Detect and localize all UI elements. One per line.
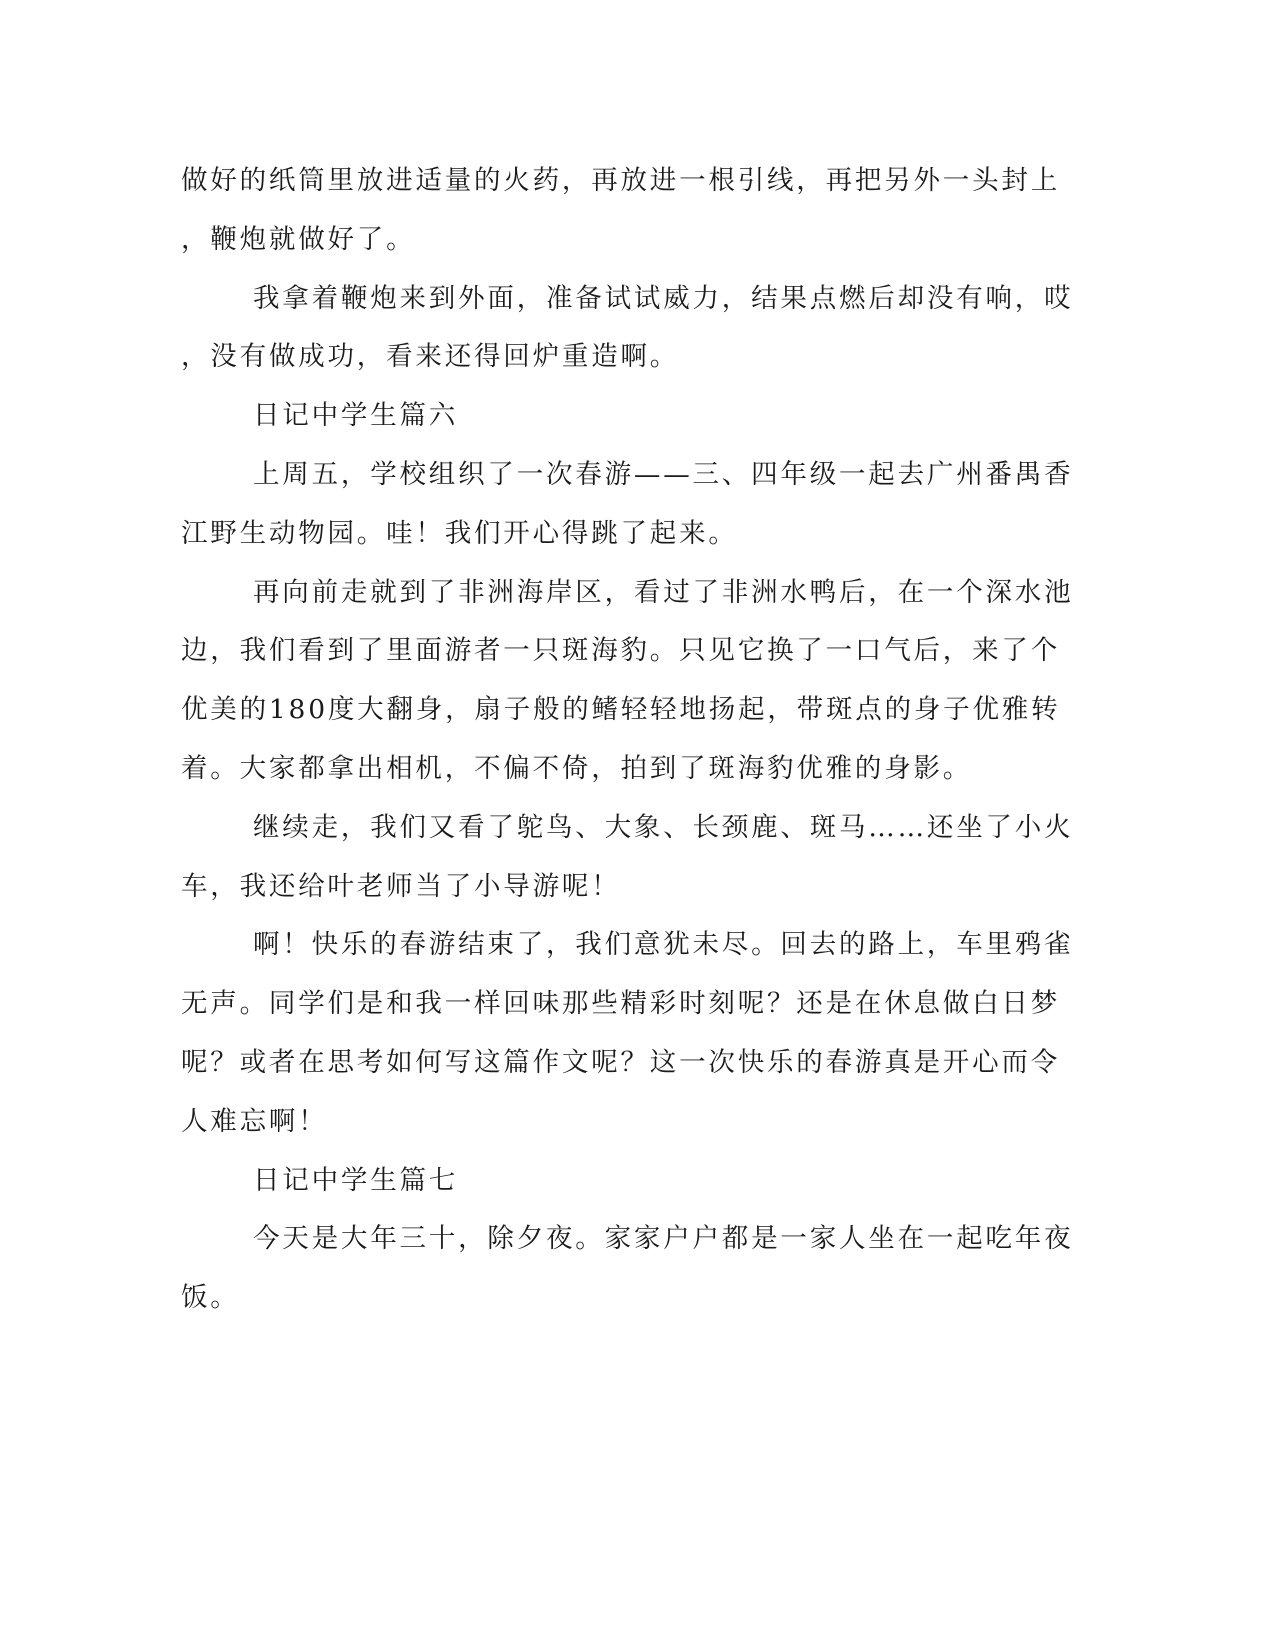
paragraph-line: 我拿着鞭炮来到外面，准备试试威力，结果点燃后却没有响，哎	[253, 282, 1074, 314]
text-line: 车，我还给叶老师当了小导游呢！	[181, 870, 621, 902]
document-body	[181, 152, 1074, 1328]
paragraph-line: 上周五，学校组织了一次春游——三、四年级一起去广州番禺香	[253, 458, 1074, 490]
text-line: 无声。同学们是和我一样回味那些精彩时刻呢？还是在休息做白日梦	[181, 988, 1060, 1020]
text-line: ，鞭炮就做好了。	[181, 223, 416, 255]
paragraph-line: 啊！快乐的春游结束了，我们意犹未尽。回去的路上，车里鸦雀	[253, 929, 1074, 961]
paragraph-line: 再向前走就到了非洲海岸区，看过了非洲水鸭后，在一个深水池	[253, 576, 1074, 608]
text-line: ，没有做成功，看来还得回炉重造啊。	[181, 341, 680, 373]
text-line: 江野生动物园。哇！我们开心得跳了起来。	[181, 517, 738, 549]
paragraph-line: 今天是大年三十，除夕夜。家家户户都是一家人坐在一起吃年夜	[253, 1223, 1074, 1255]
text-line: 边，我们看到了里面游者一只斑海豹。只见它换了一口气后，来了个	[181, 635, 1060, 667]
paragraph-line: 继续走，我们又看了鸵鸟、大象、长颈鹿、斑马……还坐了小火	[253, 811, 1074, 843]
text-line: 饭。	[181, 1282, 240, 1314]
text-line: 着。大家都拿出相机，不偏不倚，拍到了斑海豹优雅的身影。	[181, 752, 973, 784]
section-heading: 日记中学生篇六	[253, 400, 459, 432]
text-line: 做好的纸筒里放进适量的火药，再放进一根引线，再把另外一头封上	[181, 165, 1060, 196]
text-line: 优美的180度大翻身，扇子般的鳍轻轻地扬起，带斑点的身子优雅转	[181, 694, 1061, 726]
section-heading: 日记中学生篇七	[253, 1164, 459, 1196]
text-line: 呢？或者在思考如何写这篇作文呢？这一次快乐的春游真是开心而令	[181, 1046, 1060, 1078]
text-line: 人难忘啊！	[181, 1105, 328, 1137]
